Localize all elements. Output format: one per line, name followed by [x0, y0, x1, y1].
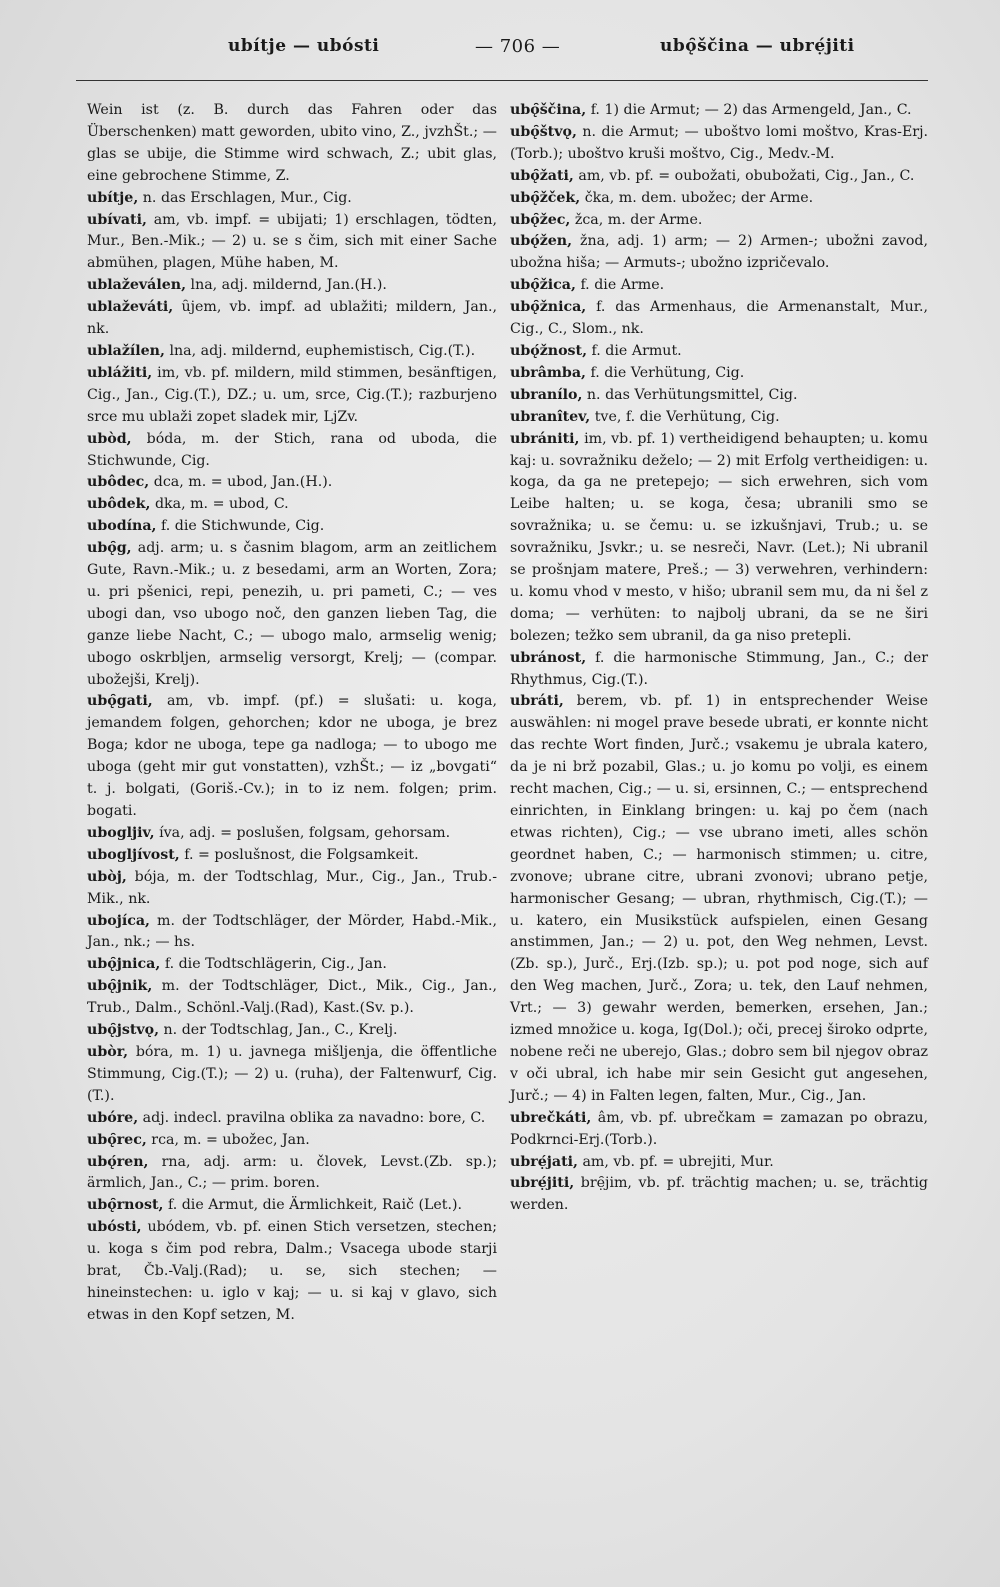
entry-definition: m. der Todtschläger, der Mörder, Habd.-Mik., Jan., nk.; — hs. [87, 912, 498, 951]
entry-definition: tve, f. die Verhütung, Cig. [594, 408, 780, 425]
dictionary-entry [87, 911, 497, 955]
dictionary-entry [87, 1217, 497, 1327]
entry-definition: am, vb. impf. (pf.) = slušati: u. koga, jemandem folgen, gehorchen; kdor ne uboga, je brez Boga; kdor ne uboga, tepe ga nadloga; — to ubogo me uboga (geht mir gut vonstatten), vzhŠt.; — iz „bovgati“ t. j. bolgati, (Goriš.-Cv.); in to iz nem. folgen; prim. bogati. [87, 693, 497, 819]
entry-definition: berem, vb. pf. 1) in entsprechender Weise auswählen: ni mogel prave besede ubrati, er konnte nicht das rechte Wort finden, Jurč.; vsakemu je ubrala katero, da je ni brž pozabil, Glas.; u. jo komu po volji, es einem recht machen, Cig.; — u. si, ersinnen, C.; — entsprechend einrichten, in Einklang bringen: u. kaj po čem (nach etwas richten), Cig.; — vse ubrano imeti, alles schön geordnet haben, C.; — harmonisch stimmen; u. citre, zvonove; ubrane citre, ubrani zvonovi; ubrano petje, harmonischer Gesang; — ubran, rhythmisch, Cig.(T.); — u. katero, ein Musikstück aufspielen, einen Gesang anstimmen, Jan.; — 2) u. pot, den Weg nehmen, Levst. (Zb. sp.), Jurč., Erj.(Izb. sp.); u. pot pod noge, sich auf den Weg machen, Jurč., Zora; u. tek, den Lauf nehmen, Vrt.; — 3) gewahr werden, bemerken, ersehen, Jan.; izmed množice u. koga, Ig(Dol.); oči, precej široko odprte, nobene reči ne uberejo, Glas.; dobro sem bil njegov obraz v oči ubral, ich habe mir sein Gesicht gut angesehen, Jurč.; — 4) in Falten legen, falten, Mur., Cig., Jan. [510, 693, 929, 1104]
entry-headword: ubogljívost, [87, 846, 180, 863]
dictionary-entry [87, 1152, 497, 1196]
entry-headword: ubǫ̑rnost, [87, 1197, 164, 1214]
entry-headword: ubǫ́žnost, [510, 342, 588, 359]
dictionary-entry [510, 100, 928, 122]
dictionary-entry [87, 363, 497, 429]
entry-definition: f. die Arme. [580, 277, 665, 294]
entry-definition: žca, m. der Arme. [574, 211, 703, 228]
entry-definition: f. die harmonische Stimmung, Jan., C.; der Rhythmus, Cig.(T.). [510, 649, 928, 688]
dictionary-entry [87, 210, 497, 276]
entry-headword: ubóre, [87, 1109, 139, 1126]
dictionary-entry [87, 1130, 497, 1152]
right-column [510, 100, 928, 1217]
entry-headword: ublaževálen, [87, 277, 187, 294]
entry-headword: ubrečkáti, [510, 1109, 592, 1126]
entry-headword: ubítje, [87, 189, 139, 206]
dictionary-entry [510, 1173, 928, 1217]
dictionary-entry [87, 100, 497, 188]
entry-definition: n. die Armut; — uboštvo lomi moštvo, Kras-Erj.(Torb.); uboštvo kruši moštvo, Cig., Medv.-M. [510, 123, 928, 162]
entry-headword: ublaževáti, [87, 299, 174, 316]
dictionary-entry [87, 341, 497, 363]
entry-headword: ubojíca, [87, 912, 150, 929]
page-number: — 706 — [475, 36, 561, 57]
dictionary-entry [87, 1195, 497, 1217]
entry-definition: f. die Armut. [591, 342, 682, 359]
entry-definition: f. die Todtschlägerin, Cig., Jan. [164, 956, 387, 973]
dictionary-entry [87, 691, 497, 822]
dictionary-entry [510, 1108, 928, 1152]
dictionary-entry [87, 429, 497, 473]
entry-headword: ubòd, [87, 430, 132, 447]
entry-definition: brẹ̑jim, vb. pf. trächtig machen; u. se, trächtig werden. [510, 1175, 928, 1214]
dictionary-entry [87, 275, 497, 297]
dictionary-entry [510, 429, 928, 648]
dictionary-entry [510, 188, 928, 210]
entry-definition: rna, adj. arm: u. človek, Levst.(Zb. sp.); ärmlich, Jan., C.; — prim. boren. [87, 1153, 497, 1192]
entry-headword: ubǫ̑žica, [510, 277, 576, 294]
dictionary-entry [510, 691, 928, 1107]
dictionary-entry [510, 210, 928, 232]
dictionary-entry [510, 231, 928, 275]
entry-headword: ubǫ̑žnica, [510, 299, 587, 316]
entry-headword: ubósti, [87, 1219, 142, 1236]
entry-definition: im, vb. pf. 1) vertheidigend behaupten; u. komu kaj: u. sovražniku deželo; — 2) mit Erfolg vertheidigen: u. koga, da ga ne pretepejo; — sich erwehren, sich vom Leibe halten; u. se koga, česa; ubranili smo se sovražnika; u. se čemu: u. se izkušnjavi, Trub.; u. se sovražniku, Jsvkr.; u. se nesreči, Navr. (Let.); Ni ubranil se prošnjam matere, Preš.; — 3) verwehren, verhindern: u. komu vhod v mesto, v hišo; ubranil sem mu, da ni šel z doma; — verhüten: to najbolj ubrani, da se ne širi bolezen; težko sem ubranil, da ga niso pretepli. [510, 430, 929, 644]
entry-definition: lna, adj. mildernd, Jan.(H.). [190, 277, 387, 294]
entry-headword: ublážiti, [87, 364, 153, 381]
entry-definition: rca, m. = ubožec, Jan. [151, 1131, 310, 1148]
entry-headword: ubráti, [510, 693, 564, 710]
entry-definition: bóda, m. der Stich, rana od uboda, die Stichwunde, Cig. [87, 430, 497, 469]
dictionary-entry [87, 1108, 497, 1130]
dictionary-entry [87, 297, 497, 341]
entry-headword: ubránost, [510, 649, 587, 666]
header-rule [76, 80, 928, 81]
entry-headword: ubrẹ́jati, [510, 1153, 578, 1170]
dictionary-entry [87, 188, 497, 210]
entry-headword: ubǫ̑ščina, [510, 102, 587, 118]
page-header [0, 36, 1000, 66]
entry-headword: ubǫ́žen, [510, 233, 573, 250]
entry-definition: f. das Armenhaus, die Armenanstalt, Mur., Cig., C., Slom., nk. [510, 299, 928, 338]
entry-definition: n. das Erschlagen, Mur., Cig. [142, 189, 352, 206]
entry-headword: ubívati, [87, 211, 147, 228]
entry-definition: am, vb. pf. = oubožati, obubožati, Cig., Jan., C. [578, 167, 915, 184]
entry-headword: ubôdek, [87, 496, 151, 513]
entry-definition: íva, adj. = poslušen, folgsam, gehorsam. [159, 824, 451, 841]
entry-headword: ubrẹ́jiti, [510, 1175, 575, 1192]
entry-headword: ublažílen, [87, 342, 165, 359]
dictionary-entry [87, 538, 497, 691]
entry-headword: ubǫ̑žec, [510, 211, 571, 228]
entry-definition: bóra, m. 1) u. javnega mišljenja, die öffentliche Stimmung, Cig.(T.); — 2) u. (ruha), der Faltenwurf, Cig.(T.). [87, 1043, 497, 1104]
entry-definition: bója, m. der Todtschlag, Mur., Cig., Jan., Trub.-Mik., nk. [87, 868, 498, 907]
dictionary-entry [87, 494, 497, 516]
entry-headword: ubôdec, [87, 474, 150, 491]
entry-headword: ubǫ̑jnik, [87, 978, 153, 995]
left-column [87, 100, 497, 1327]
entry-headword: ubranílo, [510, 386, 583, 403]
entry-headword: ubǫ́ren, [87, 1153, 149, 1170]
entry-headword: ubǫ̑rec, [87, 1131, 147, 1148]
dictionary-entry [510, 341, 928, 363]
entry-definition: dca, m. = ubod, Jan.(H.). [153, 474, 333, 491]
dictionary-entry [87, 1020, 497, 1042]
entry-definition: čka, m. dem. ubožec; der Arme. [584, 189, 814, 206]
dictionary-entry [87, 867, 497, 911]
dictionary-entry [510, 297, 928, 341]
dictionary-entry [87, 845, 497, 867]
dictionary-entry [87, 976, 497, 1020]
entry-headword: ubrániti, [510, 430, 580, 447]
entry-headword: ubrâmba, [510, 364, 586, 381]
entry-definition: âm, vb. pf. ubrečkam = zamazan po obrazu, Podkrnci-Erj.(Torb.). [510, 1109, 928, 1148]
entry-definition: dka, m. = ubod, C. [154, 496, 289, 513]
entry-definition: adj. arm; u. s časnim blagom, arm an zeitlichem Gute, Ravn.-Mik.; u. z besedami, arm an Worten, Zora; u. pri pšenici, repi, penezih, u. pri pameti, C.; — ves ubogi dan, vso ubogo noč, den ganzen lieben Tag, die ganze liebe Nacht, C.; — ubogo malo, armselig wenig; ubogo oskrbljen, armselig versorgt, Krelj; — (compar. ubožejši, Krelj). [87, 540, 497, 688]
entry-definition: Wein ist (z. B. durch das Fahren oder das Überschenken) matt geworden, ubito vino, Z., jvzhŠt.; — glas se ubije, die Stimme wird schwach, Z.; ubit glas, eine gebrochene Stimme, Z. [87, 102, 497, 184]
entry-headword: ubranîtev, [510, 408, 591, 425]
dictionary-entry [87, 1042, 497, 1108]
header-left-guide: ubítje — ubósti [228, 36, 380, 56]
dictionary-entry [87, 472, 497, 494]
entry-headword: ubodína, [87, 518, 157, 535]
dictionary-entry [87, 823, 497, 845]
entry-definition: f. die Armut, die Ärmlichkeit, Raič (Let.). [167, 1197, 463, 1214]
entry-headword: ubogljiv, [87, 824, 155, 841]
entry-definition: am, vb. pf. = ubrejiti, Mur. [582, 1153, 774, 1170]
entry-definition: ubódem, vb. pf. einen Stich versetzen, stechen; u. koga s čim pod rebra, Dalm.; Vsacega ubode starji brat, Čb.-Valj.(Rad); u. se, sich stechen; — hineinstechen: u. iglo v kaj; — u. si kaj v glavo, sich etwas in den Kopf setzen, M. [87, 1219, 497, 1323]
entry-headword: ubǫ̑jstvǫ, [87, 1022, 160, 1039]
dictionary-entry [510, 1152, 928, 1174]
entry-headword: ubòj, [87, 868, 127, 885]
entry-definition: f. = poslušnost, die Folgsamkeit. [184, 846, 419, 863]
entry-definition: n. der Todtschlag, Jan., C., Krelj. [163, 1022, 398, 1039]
entry-headword: ubòr, [87, 1043, 129, 1060]
dictionary-entry [510, 407, 928, 429]
entry-definition: am, vb. impf. = ubijati; 1) erschlagen, tödten, Mur., Ben.-Mik.; — 2) u. se s čim, sich mit einer Sache abmühen, plagen, Mühe haben, M. [87, 211, 497, 272]
entry-definition: m. der Todtschläger, Dict., Mik., Cig., Jan., Trub., Dalm., Schönl.-Valj.(Rad), Kast.(Sv. p.). [87, 978, 497, 1017]
entry-headword: ubǫ̑g, [87, 540, 132, 557]
dictionary-entry [510, 648, 928, 692]
entry-headword: ubǫ̑gati, [87, 693, 153, 710]
dictionary-entry [510, 166, 928, 188]
entry-definition: ȗjem, vb. impf. ad ublažiti; mildern, Jan., nk. [87, 299, 497, 338]
entry-definition: adj. indecl. pravilna oblika za navadno: bore, C. [142, 1109, 486, 1126]
dictionary-entry [510, 363, 928, 385]
entry-definition: n. das Verhütungsmittel, Cig. [586, 386, 798, 403]
dictionary-entry [510, 275, 928, 297]
dictionary-entry [87, 516, 497, 538]
entry-definition: lna, adj. mildernd, euphemistisch, Cig.(T.). [169, 342, 476, 359]
entry-definition: žna, adj. 1) arm; — 2) Armen-; ubožni zavod, ubožna hiša; — Armuts-; ubožno izpričevalo. [510, 233, 928, 272]
header-right-guide: ubǫ̑ščina — ubrẹ́jiti [660, 36, 855, 56]
dictionary-entry [510, 122, 928, 166]
entry-definition: im, vb. pf. mildern, mild stimmen, besänftigen, Cig., Jan., Cig.(T.), DZ.; u. um, srce, Cig.(T.); razburjeno srce mu ublaži zopet sladek mir, LjZv. [87, 364, 497, 425]
entry-headword: ubǫ̑žček, [510, 189, 581, 206]
entry-definition: f. 1) die Armut; — 2) das Armengeld, Jan., C. [590, 102, 912, 118]
entry-headword: ubǫ̑štvǫ, [510, 123, 577, 140]
entry-headword: ubǫ̑žati, [510, 167, 574, 184]
dictionary-entry [510, 385, 928, 407]
entry-headword: ubǫ̑jnica, [87, 956, 161, 973]
dictionary-entry [87, 954, 497, 976]
entry-definition: f. die Stichwunde, Cig. [160, 518, 325, 535]
entry-definition: f. die Verhütung, Cig. [590, 364, 745, 381]
